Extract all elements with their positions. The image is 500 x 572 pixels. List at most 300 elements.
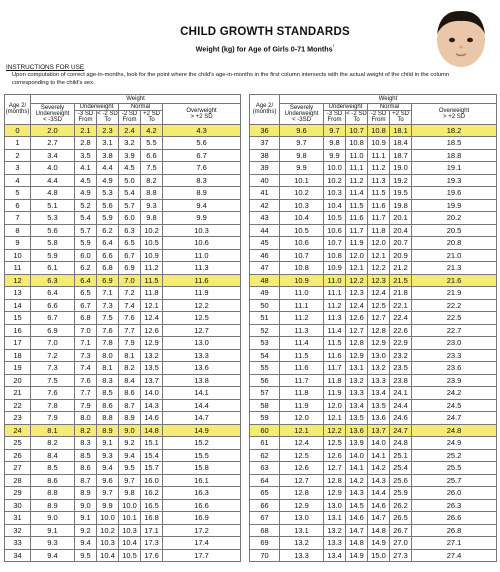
age-cell: 54 xyxy=(250,349,280,362)
weight-cell: 8.2 xyxy=(31,437,75,450)
pos2-to-label: +2 SD xyxy=(143,111,160,118)
table-row xyxy=(250,312,497,325)
weight-cell: 23.3 xyxy=(412,349,497,362)
instructions-text: Upon computation of correct age-in-months, look for the point where the child's age-in-months in the first column intersects with the actual weight of the child in the column corresponding to the child's sex. xyxy=(12,72,450,86)
weight-cell: 10.9 xyxy=(280,274,324,287)
weight-cell: 12.3 xyxy=(368,274,390,287)
age-cell: 11 xyxy=(5,262,31,275)
age-cell: 58 xyxy=(250,399,280,412)
weight-cell: 5.7 xyxy=(119,199,141,212)
weight-cell: 9.9 xyxy=(163,212,241,225)
weight-cell: 11.9 xyxy=(346,237,368,250)
weight-cell: 26.7 xyxy=(390,524,412,537)
age-cell: 65 xyxy=(250,487,280,500)
table-row xyxy=(250,412,497,425)
weight-cell: 8.9 xyxy=(97,424,119,437)
weight-cell: 12.2 xyxy=(346,274,368,287)
table-row xyxy=(5,162,241,175)
lt-neg3-label: < -3SD xyxy=(292,116,311,123)
weight-cell: 19.1 xyxy=(412,162,497,175)
weight-cell: 10.3 xyxy=(163,224,241,237)
weight-cell: 11.9 xyxy=(280,399,324,412)
weight-cell: 7.8 xyxy=(97,337,119,350)
weight-cell: 8.5 xyxy=(75,449,97,462)
weight-cell: 10.8 xyxy=(368,124,390,137)
weight-cell: 9.2 xyxy=(75,524,97,537)
table-row xyxy=(5,399,241,412)
severely-underweight-header xyxy=(280,104,324,125)
weight-cell: 14.8 xyxy=(368,524,390,537)
weight-cell: 4.8 xyxy=(31,187,75,200)
age-cell: 24 xyxy=(5,424,31,437)
weight-cell: 8.2 xyxy=(141,174,163,187)
weight-cell: 5.4 xyxy=(75,212,97,225)
age-cell: 60 xyxy=(250,424,280,437)
weight-cell: 6.0 xyxy=(75,249,97,262)
weight-cell: 12.6 xyxy=(141,324,163,337)
weight-cell: 6.6 xyxy=(141,149,163,162)
weight-cell: 25.9 xyxy=(390,487,412,500)
weight-cell: 8.6 xyxy=(119,387,141,400)
age-cell: 31 xyxy=(5,512,31,525)
age-cell: 14 xyxy=(5,299,31,312)
weight-cell: 25.1 xyxy=(390,449,412,462)
weight-cell: 10.2 xyxy=(141,224,163,237)
weight-cell: 3.1 xyxy=(97,137,119,150)
weight-cell: 4.9 xyxy=(75,187,97,200)
age-cell: 21 xyxy=(5,387,31,400)
age-cell: 38 xyxy=(250,149,280,162)
weight-cell: 23.6 xyxy=(412,362,497,375)
weight-cell: 8.3 xyxy=(163,174,241,187)
table-row xyxy=(5,149,241,162)
weight-cell: 8.1 xyxy=(119,349,141,362)
weight-cell: 11.3 xyxy=(368,174,390,187)
weight-cell: 6.7 xyxy=(119,249,141,262)
weight-cell: 14.9 xyxy=(163,424,241,437)
weight-cell: 10.0 xyxy=(119,499,141,512)
table-row xyxy=(5,524,241,537)
weight-cell: 18.2 xyxy=(412,124,497,137)
weight-cell: 18.8 xyxy=(412,149,497,162)
severely-label: Severely Underweight xyxy=(284,104,319,117)
normal-header: Normal xyxy=(119,104,163,111)
weight-cell: 7.1 xyxy=(75,337,97,350)
weight-cell: 11.6 xyxy=(163,274,241,287)
weight-cell: 13.3 xyxy=(163,349,241,362)
weight-cell: 10.0 xyxy=(324,162,346,175)
weight-cell: 9.0 xyxy=(75,499,97,512)
table-row xyxy=(250,437,497,450)
weight-cell: 13.3 xyxy=(368,374,390,387)
weight-cell: 25.4 xyxy=(390,462,412,475)
age-cell: 42 xyxy=(250,199,280,212)
overweight-label: Overweight xyxy=(186,107,217,114)
table-row xyxy=(250,199,497,212)
weight-cell: 10.3 xyxy=(97,537,119,550)
weight-cell: 11.6 xyxy=(346,212,368,225)
age-cell: 28 xyxy=(5,474,31,487)
weight-cell: 22.1 xyxy=(390,299,412,312)
table-row xyxy=(5,287,241,300)
age-cell: 34 xyxy=(5,549,31,562)
weight-cell: 13.1 xyxy=(324,512,346,525)
weight-cell: 8.9 xyxy=(163,187,241,200)
underweight-header: Underweight xyxy=(75,104,119,111)
to-label: To xyxy=(148,117,155,124)
weight-cell: 10.6 xyxy=(280,237,324,250)
weight-cell: 4.4 xyxy=(97,162,119,175)
weight-cell: 26.3 xyxy=(412,499,497,512)
table-row xyxy=(5,224,241,237)
age-cell: 7 xyxy=(5,212,31,225)
weight-cell: 5.3 xyxy=(97,187,119,200)
weight-cell: 17.7 xyxy=(163,549,241,562)
weight-cell: 7.5 xyxy=(31,374,75,387)
weight-cell: 24.7 xyxy=(390,424,412,437)
weight-cell: 10.5 xyxy=(280,224,324,237)
baby-photo-icon xyxy=(428,4,494,70)
weight-cell: 7.0 xyxy=(119,274,141,287)
weight-cell: 12.5 xyxy=(324,437,346,450)
table-row xyxy=(250,149,497,162)
weight-cell: 6.1 xyxy=(31,262,75,275)
weight-cell: 10.7 xyxy=(324,237,346,250)
table-body-left xyxy=(5,124,241,562)
weight-cell: 11.7 xyxy=(280,374,324,387)
weight-cell: 12.2 xyxy=(163,299,241,312)
weight-cell: 25.5 xyxy=(412,462,497,475)
weight-cell: 24.6 xyxy=(390,412,412,425)
weight-cell: 12.3 xyxy=(346,287,368,300)
age-cell: 25 xyxy=(5,437,31,450)
weight-cell: 3.2 xyxy=(119,137,141,150)
weight-cell: 9.9 xyxy=(97,499,119,512)
age-cell: 68 xyxy=(250,524,280,537)
weight-cell: 6.3 xyxy=(31,274,75,287)
weight-cell: 12.8 xyxy=(324,474,346,487)
weight-cell: 13.5 xyxy=(346,412,368,425)
weight-cell: 19.9 xyxy=(412,199,497,212)
weight-cell: 21.8 xyxy=(390,287,412,300)
table-row xyxy=(250,387,497,400)
weight-cell: 17.4 xyxy=(163,537,241,550)
weight-cell: 9.8 xyxy=(141,212,163,225)
weight-cell: 6.4 xyxy=(75,274,97,287)
age-cell: 43 xyxy=(250,212,280,225)
weight-cell: 18.1 xyxy=(390,124,412,137)
weight-cell: 21.3 xyxy=(412,262,497,275)
weight-cell: 13.2 xyxy=(368,362,390,375)
weight-cell: 12.1 xyxy=(141,299,163,312)
weight-cell: 24.2 xyxy=(412,387,497,400)
weight-cell: 9.4 xyxy=(97,462,119,475)
weight-cell: 14.9 xyxy=(346,549,368,562)
weight-cell: 7.3 xyxy=(31,362,75,375)
age-cell: 1 xyxy=(5,137,31,150)
pos2-to-label: +2 SD xyxy=(392,111,409,118)
weight-cell: 11.8 xyxy=(280,387,324,400)
weight-cell: 8.1 xyxy=(31,424,75,437)
weight-cell: 9.6 xyxy=(97,474,119,487)
weight-cell: 7.7 xyxy=(75,387,97,400)
weight-cell: 8.2 xyxy=(119,362,141,375)
weight-cell: 14.0 xyxy=(141,387,163,400)
age-cell: 46 xyxy=(250,249,280,262)
weight-cell: 13.2 xyxy=(346,374,368,387)
table-row xyxy=(5,462,241,475)
age-cell: 5 xyxy=(5,187,31,200)
weight-cell: 11.5 xyxy=(324,337,346,350)
weight-header: Weight xyxy=(31,95,241,104)
age-cell: 63 xyxy=(250,462,280,475)
weight-cell: 7.5 xyxy=(97,312,119,325)
weight-cell: 7.8 xyxy=(31,399,75,412)
weight-cell: 22.2 xyxy=(412,299,497,312)
weight-cell: 13.5 xyxy=(368,399,390,412)
table-row xyxy=(250,324,497,337)
table-row xyxy=(5,124,241,137)
weight-cell: 13.2 xyxy=(280,537,324,550)
weight-cell: 11.5 xyxy=(280,349,324,362)
weight-cell: 13.7 xyxy=(141,374,163,387)
table-row xyxy=(5,412,241,425)
weight-cell: 21.2 xyxy=(390,262,412,275)
table-row xyxy=(5,262,241,275)
age-cell: 26 xyxy=(5,449,31,462)
instructions-heading: INSTRUCTIONS FOR USE xyxy=(6,64,85,71)
weight-cell: 7.6 xyxy=(75,374,97,387)
table-row xyxy=(250,399,497,412)
overweight-label: Overweight xyxy=(438,107,470,114)
from-label: From xyxy=(371,117,386,124)
weight-cell: 7.2 xyxy=(31,349,75,362)
neg2-from-header xyxy=(368,111,390,124)
weight-cell: 24.8 xyxy=(390,437,412,450)
table-row xyxy=(250,212,497,225)
weight-cell: 6.7 xyxy=(163,149,241,162)
weight-cell: 8.7 xyxy=(75,474,97,487)
weight-cell: 20.7 xyxy=(390,237,412,250)
weight-cell: 12.5 xyxy=(368,299,390,312)
weight-cell: 9.1 xyxy=(97,437,119,450)
weight-cell: 10.9 xyxy=(141,249,163,262)
age-cell: 40 xyxy=(250,174,280,187)
weight-cell: 10.2 xyxy=(280,187,324,200)
weight-cell: 12.2 xyxy=(324,424,346,437)
weight-cell: 13.1 xyxy=(346,362,368,375)
weight-cell: 10.1 xyxy=(119,512,141,525)
weight-cell: 8.3 xyxy=(97,374,119,387)
weight-cell: 14.9 xyxy=(368,537,390,550)
weight-cell: 5.6 xyxy=(97,199,119,212)
weight-cell: 8.4 xyxy=(119,374,141,387)
table-row xyxy=(5,474,241,487)
weight-cell: 12.8 xyxy=(368,324,390,337)
weight-cell: 19.8 xyxy=(390,199,412,212)
weight-cell: 11.2 xyxy=(141,262,163,275)
weight-cell: 17.1 xyxy=(141,524,163,537)
weight-cell: 9.4 xyxy=(163,199,241,212)
weight-cell: 10.9 xyxy=(368,137,390,150)
weight-cell: 9.4 xyxy=(31,549,75,562)
table-row xyxy=(250,537,497,550)
weight-cell: 7.0 xyxy=(31,337,75,350)
weight-cell: 12.4 xyxy=(346,299,368,312)
weight-cell: 10.4 xyxy=(280,212,324,225)
weight-cell: 11.0 xyxy=(346,149,368,162)
gt-pos2-label: > +2 SD xyxy=(443,113,466,120)
weight-cell: 8.1 xyxy=(97,362,119,375)
weight-cell: 6.7 xyxy=(75,299,97,312)
age-cell: 62 xyxy=(250,449,280,462)
weight-cell: 9.8 xyxy=(280,149,324,162)
age-cell: 12 xyxy=(5,274,31,287)
weight-cell: 5.2 xyxy=(75,199,97,212)
weight-cell: 12.6 xyxy=(324,449,346,462)
weight-cell: 6.5 xyxy=(75,287,97,300)
weight-cell: 16.9 xyxy=(163,512,241,525)
subtitle-mark: ¹ xyxy=(332,44,335,50)
table-row xyxy=(5,512,241,525)
severely-label: Severely Underweight xyxy=(35,104,70,117)
table-row xyxy=(250,237,497,250)
weight-cell: 2.8 xyxy=(75,137,97,150)
weight-cell: 6.8 xyxy=(75,312,97,325)
table-row xyxy=(5,299,241,312)
pos2-to-header xyxy=(390,111,412,124)
age-cell: 53 xyxy=(250,337,280,350)
table-body-right xyxy=(250,124,497,562)
from-label: From xyxy=(327,117,342,124)
age-cell: 41 xyxy=(250,187,280,200)
weight-cell: 15.7 xyxy=(141,462,163,475)
table-row xyxy=(5,137,241,150)
weight-cell: 4.5 xyxy=(119,162,141,175)
weight-cell: 18.4 xyxy=(390,137,412,150)
weight-cell: 10.4 xyxy=(324,199,346,212)
weight-cell: 5.9 xyxy=(75,237,97,250)
lt-neg3-label: < -3SD xyxy=(43,116,62,123)
weight-cell: 12.4 xyxy=(368,287,390,300)
weight-cell: 12.1 xyxy=(368,249,390,262)
weight-cell: 8.5 xyxy=(31,462,75,475)
weight-cell: 11.0 xyxy=(163,249,241,262)
age-cell: 36 xyxy=(250,124,280,137)
age-cell: 16 xyxy=(5,324,31,337)
weight-cell: 16.5 xyxy=(141,499,163,512)
weight-cell: 7.5 xyxy=(141,162,163,175)
weight-cell: 10.1 xyxy=(280,174,324,187)
weight-cell: 12.8 xyxy=(346,337,368,350)
age-cell: 44 xyxy=(250,224,280,237)
weight-cell: 9.7 xyxy=(280,137,324,150)
weight-cell: 3.5 xyxy=(75,149,97,162)
table-row xyxy=(250,349,497,362)
weight-cell: 12.7 xyxy=(163,324,241,337)
weight-cell: 19.0 xyxy=(390,162,412,175)
weight-cell: 12.0 xyxy=(324,399,346,412)
weight-cell: 14.6 xyxy=(368,499,390,512)
weight-cell: 3.4 xyxy=(31,149,75,162)
table-row xyxy=(250,462,497,475)
weight-cell: 17.2 xyxy=(163,524,241,537)
weight-cell: 2.3 xyxy=(97,124,119,137)
weight-cell: 7.9 xyxy=(31,412,75,425)
weight-cell: 11.1 xyxy=(368,149,390,162)
weight-cell: 19.5 xyxy=(390,187,412,200)
weight-cell: 6.6 xyxy=(97,249,119,262)
weight-cell: 8.2 xyxy=(75,424,97,437)
weight-cell: 8.0 xyxy=(97,349,119,362)
weight-cell: 13.1 xyxy=(280,524,324,537)
weight-cell: 10.6 xyxy=(163,237,241,250)
weight-cell: 12.7 xyxy=(368,312,390,325)
weight-cell: 27.3 xyxy=(390,549,412,562)
table-row xyxy=(5,349,241,362)
table-row xyxy=(5,537,241,550)
weight-cell: 12.7 xyxy=(324,462,346,475)
weight-cell: 9.8 xyxy=(324,137,346,150)
weight-cell: 7.7 xyxy=(119,324,141,337)
weight-cell: 14.8 xyxy=(346,537,368,550)
weight-cell: 9.7 xyxy=(119,474,141,487)
age-cell: 56 xyxy=(250,374,280,387)
weight-cell: 8.9 xyxy=(119,412,141,425)
table-row xyxy=(5,274,241,287)
weight-cell: 15.5 xyxy=(163,449,241,462)
weight-cell: 9.2 xyxy=(119,437,141,450)
weight-cell: 12.1 xyxy=(346,262,368,275)
growth-table-left xyxy=(4,94,241,562)
weight-cell: 4.5 xyxy=(75,174,97,187)
weight-cell: 10.4 xyxy=(97,549,119,562)
weight-cell: 13.2 xyxy=(141,349,163,362)
weight-cell: 10.2 xyxy=(97,524,119,537)
weight-cell: 5.9 xyxy=(31,249,75,262)
weight-cell: 11.7 xyxy=(368,212,390,225)
weight-cell: 11.3 xyxy=(163,262,241,275)
table-row xyxy=(5,362,241,375)
age-cell: 13 xyxy=(5,287,31,300)
weight-cell: 12.1 xyxy=(324,412,346,425)
weight-cell: 24.1 xyxy=(390,387,412,400)
weight-cell: 4.0 xyxy=(31,162,75,175)
table-row xyxy=(250,499,497,512)
age-cell: 30 xyxy=(5,499,31,512)
weight-cell: 7.6 xyxy=(119,312,141,325)
table-row xyxy=(250,424,497,437)
age-cell: 19 xyxy=(5,362,31,375)
weight-cell: 11.6 xyxy=(280,362,324,375)
weight-cell: 7.4 xyxy=(75,362,97,375)
weight-cell: 13.0 xyxy=(368,349,390,362)
weight-cell: 10.5 xyxy=(324,212,346,225)
weight-cell: 8.5 xyxy=(97,387,119,400)
weight-cell: 11.9 xyxy=(324,387,346,400)
weight-cell: 26.8 xyxy=(412,524,497,537)
weight-cell: 4.9 xyxy=(97,174,119,187)
weight-cell: 8.7 xyxy=(119,399,141,412)
weight-cell: 14.7 xyxy=(346,524,368,537)
weight-cell: 12.5 xyxy=(163,312,241,325)
weight-cell: 5.0 xyxy=(119,174,141,187)
weight-cell: 14.4 xyxy=(368,487,390,500)
age-cell: 9 xyxy=(5,237,31,250)
weight-cell: 20.4 xyxy=(390,224,412,237)
weight-cell: 12.9 xyxy=(141,337,163,350)
age-cell: 69 xyxy=(250,537,280,550)
